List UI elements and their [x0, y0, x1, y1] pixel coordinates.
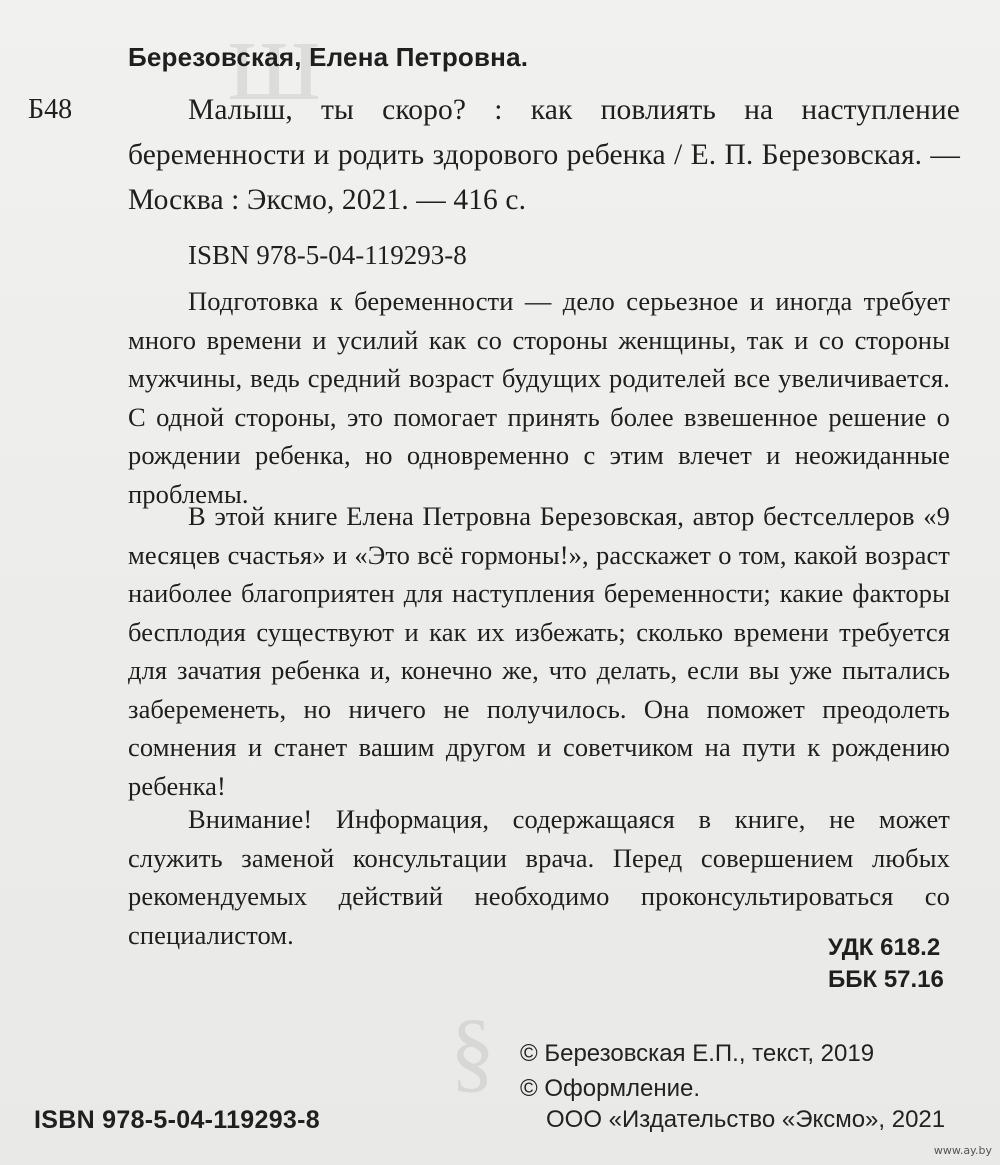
annotation-paragraph-2: В этой книге Елена Петровна Березовская, автор бестселлеров «9 месяцев счастья» и «Это всё гормоны!», расскажет о том, какой возраст наиболее благоприятен для наступления беременности; какие факторы бесплодия существуют и как их избежать; сколько времени требуется для зачатия ребенка и, конечно же, что делать, если вы уже пытались забеременеть, но ничего не получилось. Она поможет преодолеть сомнения и станет вашим другом и советчиком на пути к рождению ребенка!	[128, 501, 950, 801]
site-watermark: www.ay.by	[933, 1144, 992, 1157]
show-through-decoration: §	[450, 1002, 495, 1101]
isbn-bottom: ISBN 978-5-04-119293-8	[34, 1106, 320, 1134]
annotation-paragraph-1: Подготовка к беременности — дело серьезное и иногда требует много времени и усилий как со стороны женщины, так и со стороны мужчины, ведь средний возраст будущих родителей все увеличивается. С одной стороны, это помогает принять более взвешенное решение о рождении ребенка, но одновременно с этим влечет и неожиданные проблемы.	[128, 286, 950, 509]
annotation-paragraph-3: Внимание! Информация, содержащаяся в книге, не может служить заменой консультации врача. Перед совершением любых рекомендуемых действий необходимо проконсультироваться со специалистом.	[128, 804, 950, 950]
author-heading: Березовская, Елена Петровна.	[128, 42, 529, 72]
catalog-code: Б48	[28, 94, 73, 125]
copyright-text-line: © Березовская Е.П., текст, 2019	[520, 1040, 875, 1067]
copyright-publisher-line: ООО «Издательство «Эксмо», 2021	[546, 1106, 946, 1133]
isbn-top: ISBN 978-5-04-119293-8	[188, 240, 467, 270]
udk-code: УДК 618.2	[828, 934, 941, 961]
copyright-design-line: © Оформление.	[520, 1075, 700, 1102]
bbk-code: ББК 57.16	[828, 966, 944, 993]
bibliographic-title-entry: Малыш, ты скоро? : как повлиять на наступление беременности и родить здорового ребенка / Е. П. Березовская. — Москва : Эксмо, 2021. — 416 с.	[128, 94, 960, 216]
show-through-decoration: ш	[228, 0, 321, 125]
